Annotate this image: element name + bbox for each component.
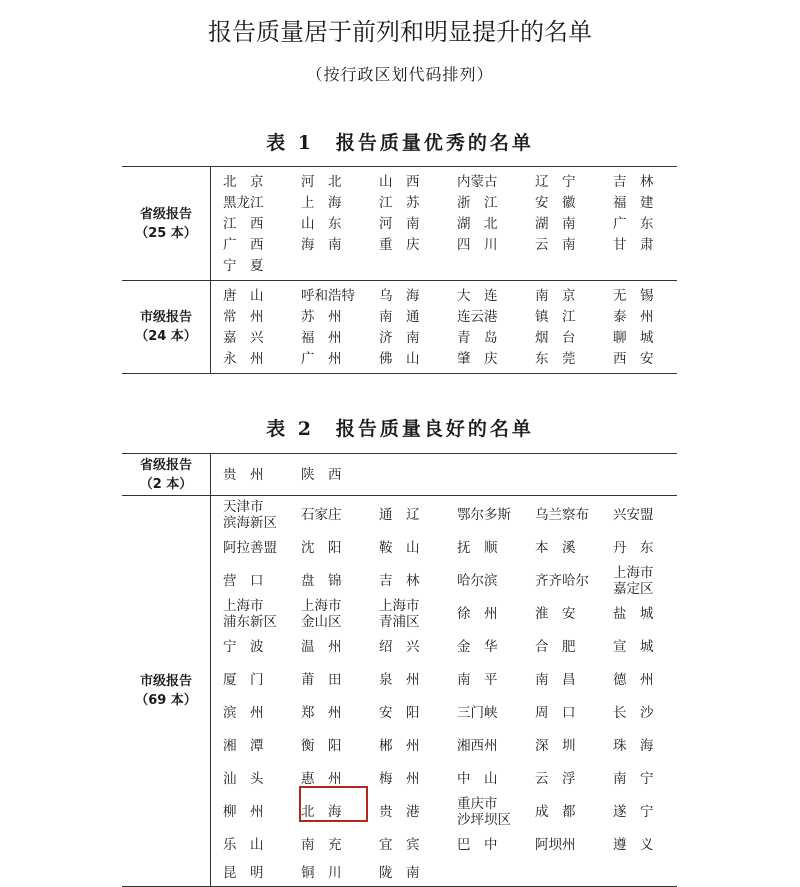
region-cell: 哈尔滨 — [457, 572, 498, 589]
region-cell: 金 华 — [457, 638, 498, 655]
region-cell: 河 南 — [379, 215, 420, 232]
table-row — [223, 171, 691, 192]
section-label-text: 市级报告 — [139, 674, 192, 689]
region-cell: 绍 兴 — [379, 638, 420, 655]
region-cell: 上海市 浦东新区 — [223, 597, 277, 630]
region-cell: 深 圳 — [535, 737, 576, 754]
region-cell: 宁 夏 — [223, 257, 264, 274]
table-row — [223, 306, 691, 327]
region-cell: 东 莞 — [535, 350, 576, 367]
region-cell: 大 连 — [457, 287, 498, 304]
region-cell — [535, 255, 613, 276]
region-cell: 南 京 — [535, 287, 576, 304]
region-cell: 淮 安 — [535, 605, 576, 622]
region-cell: 无 锡 — [613, 287, 654, 304]
region-cell: 厦 门 — [223, 671, 264, 688]
region-cell: 昆 明 — [223, 864, 264, 881]
region-cell: 肇 庆 — [457, 350, 498, 367]
region-cell: 云 南 — [535, 236, 576, 253]
section-label-text: 省级报告 — [139, 206, 192, 222]
region-cell: 宣 城 — [613, 638, 654, 655]
region-cell: 上海市 青浦区 — [379, 597, 420, 630]
table1 — [122, 166, 677, 374]
region-cell: 西 安 — [613, 350, 654, 367]
region-cell: 遂 宁 — [613, 803, 654, 820]
table-row — [223, 696, 691, 729]
region-cell: 北 海 — [301, 803, 342, 820]
region-cell: 郴 州 — [379, 737, 420, 754]
region-cell: 陇 南 — [379, 864, 420, 881]
region-cell: 中 山 — [457, 770, 498, 787]
region-cell: 四 川 — [457, 236, 498, 253]
region-cell: 辽 宁 — [535, 173, 576, 190]
region-cell: 合 肥 — [535, 638, 576, 655]
region-cell: 通 辽 — [379, 506, 420, 523]
region-cell: 常 州 — [223, 308, 264, 325]
region-cell: 内蒙古 — [457, 173, 498, 190]
region-cell: 聊 城 — [613, 329, 654, 346]
region-cell: 青 岛 — [457, 329, 498, 346]
region-cell — [379, 458, 457, 491]
section-count: （24 本） — [135, 329, 197, 344]
table2-provincial-cells — [211, 454, 691, 495]
region-cell: 贵 港 — [379, 803, 420, 820]
region-cell: 盐 城 — [613, 605, 654, 622]
region-cell: 铜 川 — [301, 864, 342, 881]
region-cell: 镇 江 — [535, 308, 576, 325]
section-label — [122, 281, 211, 373]
table1-municipal-cells — [211, 281, 691, 373]
region-cell: 江 西 — [223, 215, 264, 232]
region-cell: 梅 州 — [379, 770, 420, 787]
region-cell: 阿坝州 — [535, 836, 576, 853]
region-cell: 丹 东 — [613, 539, 654, 556]
region-cell: 苏 州 — [301, 308, 342, 325]
region-cell: 上海市 金山区 — [301, 597, 342, 630]
region-cell: 三门峡 — [457, 704, 498, 721]
region-cell: 乌 海 — [379, 287, 420, 304]
region-cell: 泰 州 — [613, 308, 654, 325]
table-row — [223, 327, 691, 348]
region-cell: 南 宁 — [613, 770, 654, 787]
region-cell: 黑龙江 — [223, 194, 264, 211]
region-cell: 北 京 — [223, 173, 264, 190]
table1-provincial-section — [122, 167, 677, 280]
table-row — [223, 597, 691, 630]
region-cell: 徐 州 — [457, 605, 498, 622]
region-cell: 湘 潭 — [223, 737, 264, 754]
region-cell: 南 平 — [457, 671, 498, 688]
highlight-box — [299, 786, 368, 822]
region-cell: 上 海 — [301, 194, 342, 211]
section-label-text: 市级报告 — [139, 310, 192, 325]
region-cell — [301, 255, 379, 276]
region-cell — [379, 255, 457, 276]
table-row — [223, 795, 691, 828]
table-row — [223, 255, 691, 276]
region-cell: 衡 阳 — [301, 737, 342, 754]
table-row — [223, 861, 691, 884]
region-cell: 济 南 — [379, 329, 420, 346]
table-row — [223, 663, 691, 696]
region-cell: 嘉 兴 — [223, 329, 264, 346]
region-cell: 遵 义 — [613, 836, 654, 853]
region-cell: 山 西 — [379, 173, 420, 190]
region-cell — [535, 861, 613, 884]
table-row — [223, 828, 691, 861]
region-cell: 阿拉善盟 — [223, 539, 277, 556]
region-cell: 齐齐哈尔 — [535, 572, 589, 589]
table-row — [223, 564, 691, 597]
page-title: 报告质量居于前列和明显提升的名单 — [208, 18, 592, 46]
region-cell — [457, 861, 535, 884]
region-cell: 宁 波 — [223, 638, 264, 655]
table-row — [223, 498, 691, 531]
region-cell: 佛 山 — [379, 350, 420, 367]
region-cell: 安 徽 — [535, 194, 576, 211]
region-cell: 德 州 — [613, 671, 654, 688]
region-cell: 营 口 — [223, 572, 264, 589]
region-cell: 汕 头 — [223, 770, 264, 787]
region-cell: 广 西 — [223, 236, 264, 253]
region-cell: 江 苏 — [379, 194, 420, 211]
region-cell: 南 昌 — [535, 671, 576, 688]
region-cell: 云 浮 — [535, 770, 576, 787]
region-cell: 甘 肃 — [613, 236, 654, 253]
region-cell: 重 庆 — [379, 236, 420, 253]
region-cell: 烟 台 — [535, 329, 576, 346]
table1-provincial-cells — [211, 167, 691, 280]
region-cell — [457, 458, 535, 491]
region-cell: 泉 州 — [379, 671, 420, 688]
region-cell: 宜 宾 — [379, 836, 420, 853]
region-cell: 安 阳 — [379, 704, 420, 721]
table-row — [223, 458, 691, 491]
table2-municipal-cells — [211, 496, 691, 886]
region-cell: 陕 西 — [301, 466, 342, 483]
table1-municipal-section — [122, 280, 677, 373]
table-row — [223, 729, 691, 762]
region-cell: 吉 林 — [613, 173, 654, 190]
section-count: （69 本） — [135, 693, 197, 708]
region-cell — [535, 458, 613, 491]
region-cell: 珠 海 — [613, 737, 654, 754]
section-count: （25 本） — [135, 225, 197, 241]
region-cell: 兴安盟 — [613, 506, 654, 523]
region-cell: 抚 顺 — [457, 539, 498, 556]
section-label — [122, 496, 211, 886]
region-cell: 温 州 — [301, 638, 342, 655]
region-cell: 重庆市 沙坪坝区 — [457, 795, 511, 828]
section-label-text: 省级报告 — [139, 457, 192, 473]
region-cell: 连云港 — [457, 308, 498, 325]
table-row — [223, 234, 691, 255]
region-cell: 郑 州 — [301, 704, 342, 721]
region-cell: 南 通 — [379, 308, 420, 325]
region-cell: 海 南 — [301, 236, 342, 253]
region-cell: 鞍 山 — [379, 539, 420, 556]
region-cell: 石家庄 — [301, 506, 342, 523]
table-row — [223, 213, 691, 234]
region-cell: 永 州 — [223, 350, 264, 367]
region-cell — [613, 458, 691, 491]
region-cell: 福 州 — [301, 329, 342, 346]
region-cell: 沈 阳 — [301, 539, 342, 556]
region-cell — [613, 861, 691, 884]
region-cell: 福 建 — [613, 194, 654, 211]
region-cell: 浙 江 — [457, 194, 498, 211]
region-cell: 吉 林 — [379, 572, 420, 589]
region-cell: 湖 南 — [535, 215, 576, 232]
region-cell: 广 东 — [613, 215, 654, 232]
region-cell: 上海市 嘉定区 — [613, 564, 654, 597]
region-cell: 南 充 — [301, 836, 342, 853]
region-cell: 本 溪 — [535, 539, 576, 556]
section-label — [122, 167, 211, 280]
table-row — [223, 192, 691, 213]
region-cell: 乐 山 — [223, 836, 264, 853]
region-cell: 湖 北 — [457, 215, 498, 232]
page-subtitle: （按行政区划代码排列） — [306, 65, 494, 84]
region-cell: 呼和浩特 — [301, 287, 355, 304]
region-cell: 山 东 — [301, 215, 342, 232]
region-cell: 滨 州 — [223, 704, 264, 721]
region-cell: 鄂尔多斯 — [457, 506, 511, 523]
table2-municipal-section — [122, 495, 677, 886]
region-cell: 成 都 — [535, 803, 576, 820]
region-cell: 乌兰察布 — [535, 506, 589, 523]
table-row — [223, 531, 691, 564]
table-row — [223, 285, 691, 306]
region-cell: 盘 锦 — [301, 572, 342, 589]
region-cell: 柳 州 — [223, 803, 264, 820]
region-cell: 长 沙 — [613, 704, 654, 721]
table-row — [223, 348, 691, 369]
section-count: （2 本） — [139, 476, 193, 492]
region-cell: 贵 州 — [223, 466, 264, 483]
region-cell: 广 州 — [301, 350, 342, 367]
region-cell: 莆 田 — [301, 671, 342, 688]
region-cell: 河 北 — [301, 173, 342, 190]
region-cell — [457, 255, 535, 276]
region-cell: 天津市 滨海新区 — [223, 498, 277, 531]
region-cell — [613, 255, 691, 276]
region-cell: 唐 山 — [223, 287, 264, 304]
region-cell: 湘西州 — [457, 737, 498, 754]
table-row — [223, 762, 691, 795]
region-cell: 周 口 — [535, 704, 576, 721]
section-label — [122, 454, 211, 495]
table2-provincial-section — [122, 454, 677, 495]
region-cell: 惠 州 — [301, 770, 342, 787]
table-row — [223, 630, 691, 663]
table2-title: 表 2 报告质量良好的名单 — [266, 418, 534, 440]
region-cell: 巴 中 — [457, 836, 498, 853]
table2 — [122, 453, 677, 887]
table1-title: 表 1 报告质量优秀的名单 — [266, 132, 534, 154]
